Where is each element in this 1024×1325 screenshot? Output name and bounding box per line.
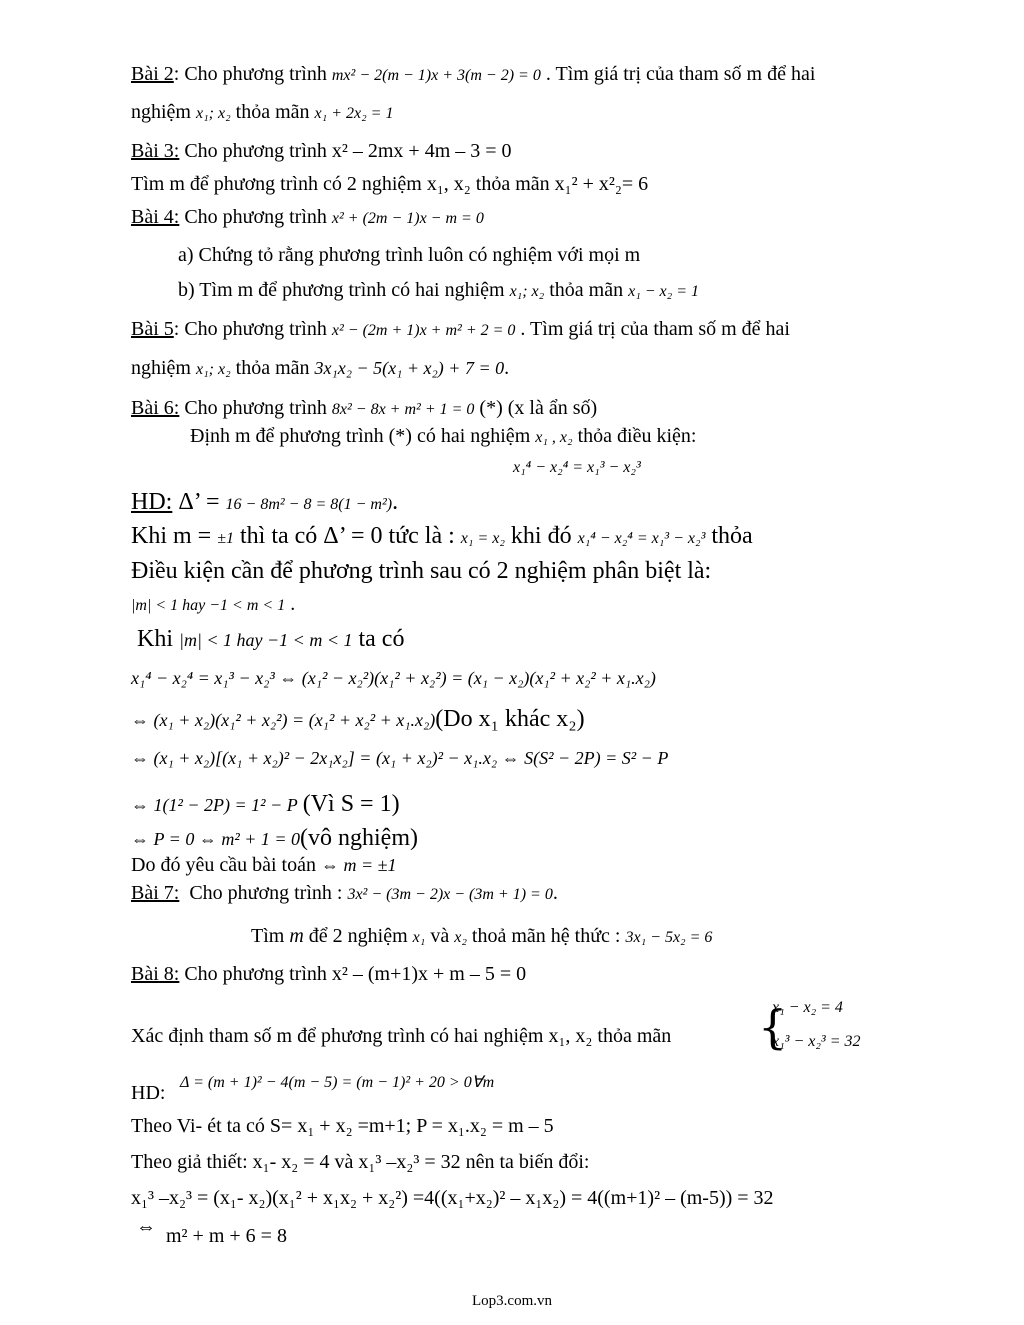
text: nghiệm xyxy=(131,357,191,379)
formula: x₁ = x₂ xyxy=(460,530,505,547)
bai5-equation: x² − (2m + 1)x + m² + 2 = 0 xyxy=(331,322,516,339)
bai3-label: Bài 3: xyxy=(131,140,180,162)
bai3-line xyxy=(131,139,512,163)
bai2-intro: : Cho phương trình xyxy=(173,63,327,85)
text: Định m để phương trình (*) có hai nghiệm xyxy=(190,425,531,447)
bai4-line xyxy=(131,205,484,231)
text: thỏa mãn xyxy=(235,101,310,123)
bai4-part-a: a) Chứng tỏ rằng phương trình luôn có nghiệm với mọi m xyxy=(178,244,641,266)
bai2-condition-line xyxy=(131,100,393,126)
bai4-equation: x² + (2m − 1)x − m = 0 xyxy=(331,210,484,227)
text: Cho phương trình xyxy=(184,397,327,419)
text: . xyxy=(290,593,296,615)
formula: |m| < 1 hay −1 < m < 1 xyxy=(179,630,353,650)
text: . xyxy=(504,357,510,379)
hd8-label: HD: xyxy=(131,1082,166,1104)
hd8-delta: Δ = (m + 1)² − 4(m − 5) = (m − 1)² + 20 > 0∀m xyxy=(180,1074,495,1091)
formula: ⇔ (x₁ + x₂)(x₁² + x₂²) = (x₁² + x₂² + x₁.x₂) xyxy=(131,710,436,730)
bai2-task: . Tìm giá trị của tham số m để hai xyxy=(545,63,816,85)
system-eq1: x₁ − x₂ = 4 xyxy=(772,999,843,1016)
formula: ⇔ P = 0 ⇔ m² + 1 = 0 xyxy=(131,829,301,849)
text: Tìm xyxy=(251,925,285,947)
bai6-label: Bài 6: xyxy=(131,397,180,419)
roots-formula: x₁; x₂ xyxy=(196,105,231,122)
text: : Cho phương trình xyxy=(173,318,327,340)
bai3-equation: Cho phương trình x² – 2mx + 4m – 3 = 0 xyxy=(184,140,512,162)
formula: x₁⁴ − x₂⁴ = x₁³ − x₂³ xyxy=(577,530,706,547)
text: (*) (x là ẩn số) xyxy=(479,397,598,419)
text: b) Tìm m để phương trình có hai nghiệm xyxy=(178,279,505,301)
hd6-line2 xyxy=(131,522,753,553)
hd6-step1: x₁⁴ − x₂⁴ = x₁³ − x₂³ ⇔ (x₁² − x₂²)(x₁² + x₂²) = (x₁ − x₂)(x₁² + x₂² + x₁.x₂) xyxy=(131,668,656,688)
bai2-label: Bài 2 xyxy=(131,63,174,85)
bai2-equation: mx² − 2(m − 1)x + 3(m − 2) = 0 xyxy=(331,67,541,84)
bai7-equation: 3x² − (3m − 2)x − (3m + 1) = 0 xyxy=(347,886,553,903)
hd8-result xyxy=(136,1215,156,1239)
text: thoả mãn hệ thức : xyxy=(471,925,621,947)
bai8-label: Bài 8: xyxy=(131,963,180,985)
hd6-line4 xyxy=(131,592,295,618)
roots-formula: x₁; x₂ xyxy=(196,361,231,378)
text: thỏa điều kiện: xyxy=(577,425,697,447)
text: (Vì S = 1) xyxy=(302,791,400,817)
text: nghiệm xyxy=(131,101,191,123)
bai5-label: Bài 5 xyxy=(131,318,174,340)
formula: x₁ xyxy=(412,929,426,946)
bai8-line xyxy=(131,962,526,986)
text: Khi xyxy=(137,626,173,652)
text: Δ’ = xyxy=(178,489,220,515)
text: thì ta có Δ’ = 0 tức là : xyxy=(239,523,455,549)
bai8-task: Xác định tham số m để phương trình có hai nghiệm x₁, x₂ thỏa mãn xyxy=(131,1025,672,1047)
text: thỏa mãn xyxy=(549,279,624,301)
roots-formula: x₁ , x₂ xyxy=(535,429,573,446)
delta-formula: 16 − 8m² − 8 = 8(1 − m²) xyxy=(225,496,393,513)
text: thỏa xyxy=(711,523,753,549)
text: và xyxy=(430,925,450,947)
hd6-line5 xyxy=(137,625,404,654)
hd8-result-eq: m² + m + 6 = 8 xyxy=(166,1225,287,1247)
text: (Do x₁ khác x₂) xyxy=(435,706,585,732)
text: thỏa mãn xyxy=(235,357,310,379)
bai6-line xyxy=(131,396,597,422)
roots-formula: x₁; x₂ xyxy=(509,283,545,300)
text: ta có xyxy=(358,626,405,652)
bai6-task xyxy=(190,424,696,450)
hd6-conclusion xyxy=(131,853,396,877)
text: . xyxy=(392,489,399,515)
bai2-line xyxy=(131,62,815,88)
system-brace: { xyxy=(758,1000,788,1054)
hd8-assumption: Theo giả thiết: x₁- x₂ = 4 và x₁³ –x₂³ = 32 nên ta biến đổi: xyxy=(131,1151,590,1173)
text: Cho phương trình : xyxy=(189,882,343,904)
formula: ⇔ m = ±1 xyxy=(320,855,397,875)
text: . Tìm giá trị của tham số m để hai xyxy=(520,318,790,340)
text: (vô nghiệm) xyxy=(300,825,418,851)
equivalence-symbol: ⇔ xyxy=(136,1216,156,1238)
condition-formula: x₁ + 2x₂ = 1 xyxy=(314,105,394,122)
bai3-task: Tìm m để phương trình có 2 nghiệm x₁, x₂ thỏa mãn x₁² + x²₂= 6 xyxy=(131,173,649,195)
text: khi đó xyxy=(510,523,572,549)
text: Do đó yêu cầu bài toán xyxy=(131,854,316,876)
hd6-line xyxy=(131,488,398,519)
text: m xyxy=(289,925,304,947)
text: Cho phương trình xyxy=(184,206,327,228)
bai6-equation: 8x² − 8x + m² + 1 = 0 xyxy=(331,401,475,418)
footer-site: Lop3.com.vn xyxy=(472,1293,552,1309)
text: Khi m = xyxy=(131,523,212,549)
formula: |m| < 1 hay −1 < m < 1 xyxy=(131,597,286,614)
hd6-step4 xyxy=(131,790,400,818)
formula: ⇔ 1(1² − 2P) = 1² − P xyxy=(131,795,298,815)
bai7-task xyxy=(251,924,712,950)
bai7-label: Bài 7: xyxy=(131,882,180,904)
hd8-vieta: Theo Vi- ét ta có S= x₁ + x₂ =m+1; P = x₁.x₂ = m – 5 xyxy=(131,1115,554,1137)
hd6-step5 xyxy=(131,824,418,852)
bai6-condition: x₁⁴ − x₂⁴ = x₁³ − x₂³ xyxy=(513,459,641,476)
text: . xyxy=(552,882,558,904)
condition-formula: x₁ − x₂ = 1 xyxy=(628,283,700,300)
hd-label: HD: xyxy=(131,489,173,515)
hd6-step2 xyxy=(131,705,585,733)
system-eq2: x₁³ − x₂³ = 32 xyxy=(772,1033,861,1050)
hd8-transform: x₁³ –x₂³ = (x₁- x₂)(x₁² + x₁x₂ + x₂²) =4((x₁+x₂)² – x₁x₂) = 4((m+1)² – (m-5)) = 32 xyxy=(131,1187,774,1209)
hd6-step3: ⇔ (x₁ + x₂)[(x₁ + x₂)² − 2x₁x₂] = (x₁ + x₂)² − x₁.x₂ ⇔ S(S² − 2P) = S² − P xyxy=(131,748,669,768)
bai4-label: Bài 4: xyxy=(131,206,180,228)
hd6-line3: Điều kiện cần để phương trình sau có 2 nghiệm phân biệt là: xyxy=(131,558,712,584)
formula: x₂ xyxy=(454,929,467,946)
formula: 3x₁ − 5x₂ = 6 xyxy=(625,929,713,946)
bai8-equation: Cho phương trình x² – (m+1)x + m – 5 = 0 xyxy=(184,963,527,985)
bai7-line xyxy=(131,881,558,907)
bai5-line xyxy=(131,317,790,343)
bai4-part-b xyxy=(178,278,699,304)
text: để 2 nghiệm xyxy=(308,925,408,947)
formula: ±1 xyxy=(217,530,234,547)
condition-formula: 3x₁x₂ − 5(x₁ + x₂) + 7 = 0 xyxy=(314,358,505,378)
bai5-condition-line xyxy=(131,356,509,382)
